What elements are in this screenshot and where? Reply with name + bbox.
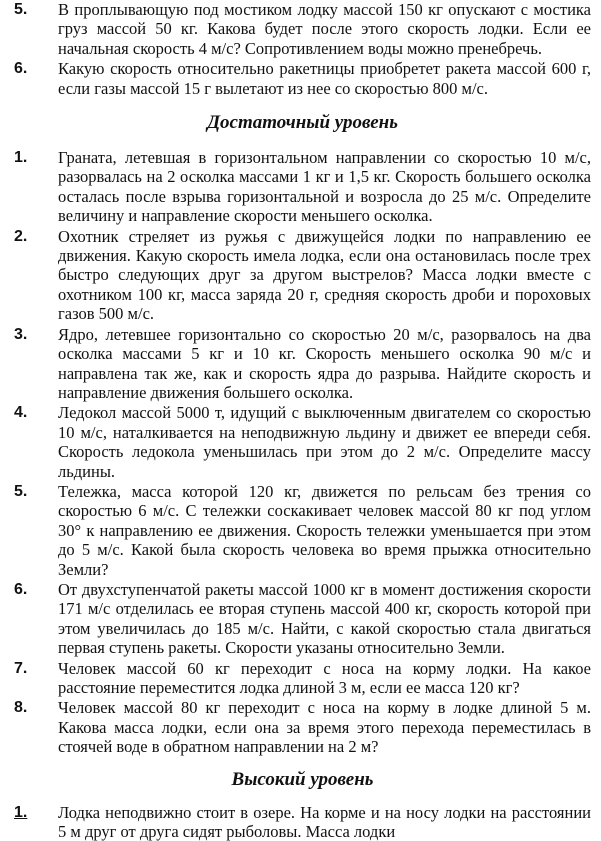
- section-title-high: Высокий уровень: [231, 768, 374, 790]
- section-title-sufficient: Достаточный уровень: [207, 112, 398, 134]
- problem-sufficient-8: [14, 698, 591, 756]
- problem-text: От двухступенчатой ракеты массой 1000 кг в момент достижения скорости 171 м/с отделилась ее вторая ступень массой 400 кг, скорость которой при этом увеличилась до 185 м/с. Найти, с какой скоростью стала двигаться первая ступень ракеты. Скорости указаны относительно Земли.: [58, 579, 591, 658]
- problem-number: 1.: [14, 149, 28, 167]
- problem-top-6: [14, 59, 591, 98]
- problem-sufficient-3: [14, 325, 591, 403]
- problem-sufficient-7: [14, 659, 591, 698]
- problem-text: Граната, летевшая в горизонтальном направлении со скоростью 10 м/с, разорвалась на 2 осколка массами 1 кг и 1,5 кг. Скорость большего осколка осталась после взрыва горизонтальной и возросла до 25 м/с. Определите величину и направление скорости меньшего осколка.: [58, 148, 591, 226]
- problem-text: Тележка, масса которой 120 кг, движется по рельсам без трения со скоростью 6 м/с. С тележки соскакивает человек массой 80 кг под углом 30° к направлению ее движения. Скорость тележки уменьшается при этом до 5 м/с. Какой была скорость человека во время прыжка относительно Земли?: [58, 481, 591, 579]
- problem-number: 5.: [14, 1, 28, 18]
- problem-number: 6.: [14, 60, 28, 78]
- problem-text: Ядро, летевшее горизонтально со скоростью 20 м/с, разорвалось на два осколка массами 5 кг и 10 кг. Скорость меньшего осколка 90 м/с и направлена так же, как и скорость ядра до разрыва. Найдите скорость и направление движения большего осколка.: [58, 324, 591, 402]
- problem-number: 5.: [14, 482, 28, 500]
- problem-number: 7.: [14, 659, 28, 677]
- problem-sufficient-5: [14, 482, 591, 579]
- problem-text: Ледокол массой 5000 т, идущий с выключенным двигателем со скоростью 10 м/с, наталкивается на неподвижную льдину и движет ее впереди себя. Скорость ледокола уменьшилась при этом до 2 м/с. Определите массу льдины.: [58, 403, 591, 481]
- problem-sufficient-4: [14, 403, 591, 481]
- problem-number: 4.: [14, 404, 28, 422]
- problem-text: В проплывающую под мостиком лодку массой 150 кг опускают с мостика груз массой 50 кг. Какова будет после этого скорость лодки. Если ее начальная скорость 4 м/с? Сопротивлением воды можно пренебречь.: [58, 0, 591, 58]
- problem-number: 3.: [14, 325, 28, 343]
- problem-top-5: [14, 0, 591, 58]
- problem-text: Какую скорость относительно ракетницы приобретет ракета массой 600 г, если газы массой 15 г вылетают из нее со скоростью 800 м/с.: [58, 59, 591, 98]
- problem-sufficient-6: [14, 580, 591, 658]
- problem-text: Человек массой 80 кг переходит с носа на корму в лодке длиной 5 м. Какова масса лодки, если она за время этого перехода переместилась в стоячей воде в обратном направлении на 2 м?: [58, 698, 591, 757]
- problem-text: Лодка неподвижно стоит в озере. На корме и на носу лодки на расстоянии 5 м друг от друга сидят рыболовы. Масса лодки: [58, 802, 591, 841]
- problem-number: 8.: [14, 699, 28, 717]
- problem-number: 2.: [14, 227, 28, 245]
- problem-sufficient-1: [14, 148, 591, 226]
- problem-text: Охотник стреляет из ружья с движущейся лодки по направлению ее движения. Какую скорость имела лодка, если она остановилась после трех быстро следующих друг за другом выстрелов? Масса лодки вместе с охотником 100 кг, масса заряда 20 г, средняя скорость дроби и пороховых газов 500 м/с.: [58, 226, 591, 324]
- problem-sufficient-2: [14, 227, 591, 324]
- problem-text: Человек массой 60 кг переходит с носа на корму лодки. На какое расстояние переместится лодка длиной 3 м, если ее масса 120 кг?: [58, 658, 591, 697]
- problem-number: 6.: [14, 580, 28, 598]
- problem-number: 1.: [14, 803, 28, 821]
- problem-high-1: [14, 803, 591, 841]
